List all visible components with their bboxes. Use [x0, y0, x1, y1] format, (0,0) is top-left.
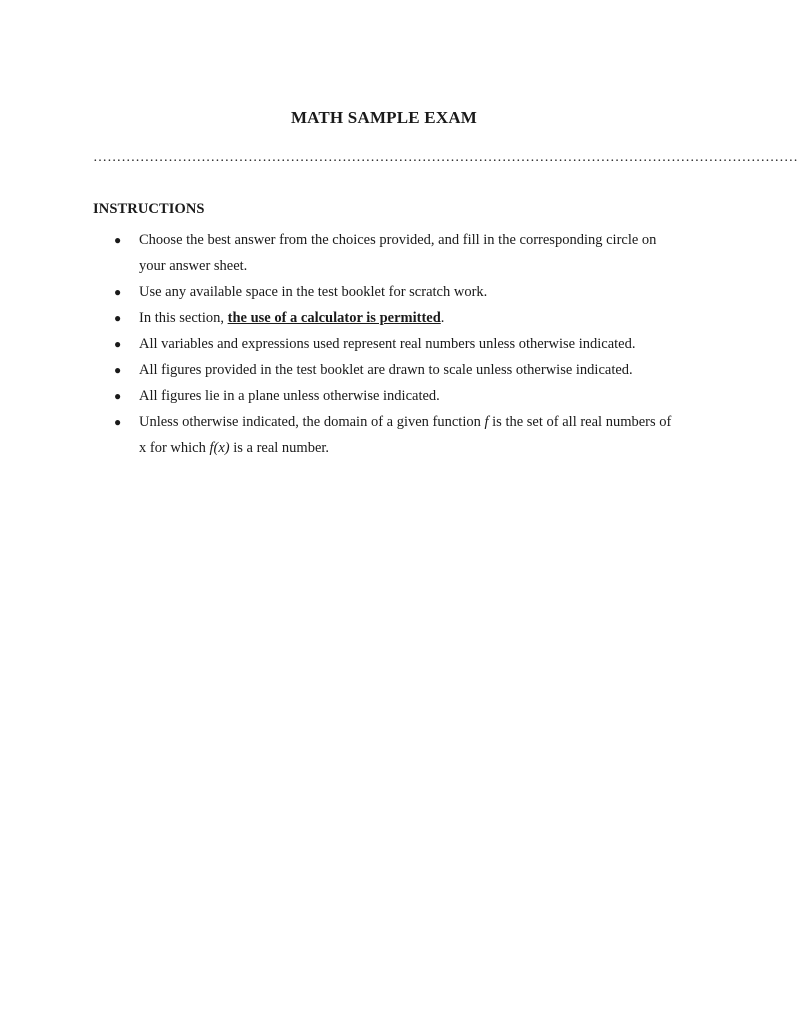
bullet-icon: ●: [114, 311, 122, 325]
list-item: [93, 357, 673, 383]
instruction-text: All variables and expressions used represent real numbers unless otherwise indicated.: [139, 336, 636, 352]
instruction-text-part1: Unless otherwise indicated, the domain of a given function: [139, 414, 485, 430]
list-item: [93, 409, 673, 461]
function-name-f: f: [484, 414, 489, 430]
calculator-permitted-emphasis: the use of a calculator is permitted: [227, 310, 441, 326]
bullet-icon: ●: [114, 363, 122, 377]
instruction-text-part2: is the set of all real numbers of x for which: [139, 414, 672, 456]
function-expression-fx: f(x): [209, 440, 230, 456]
list-item: [93, 331, 673, 357]
list-item: [93, 227, 673, 279]
instruction-text: Use any available space in the test booklet for scratch work.: [139, 284, 488, 300]
bullet-icon: ●: [114, 415, 122, 429]
instruction-text: All figures provided in the test booklet are drawn to scale unless otherwise indicated.: [139, 362, 633, 378]
instruction-text: All figures lie in a plane unless otherwise indicated.: [139, 388, 440, 404]
list-item: [93, 279, 673, 305]
bullet-icon: ●: [114, 285, 122, 299]
bullet-icon: ●: [114, 233, 122, 247]
instruction-text-pre: In this section,: [139, 310, 228, 326]
list-item: [93, 383, 673, 409]
dotted-divider: ……………………………………………………………………………………………………………………………………: [93, 150, 798, 165]
page-title: MATH SAMPLE EXAM: [290, 108, 478, 127]
list-item: [93, 305, 673, 331]
instructions-list: [93, 227, 673, 461]
section-heading: INSTRUCTIONS: [93, 201, 205, 217]
instruction-text-part3: is a real number.: [229, 440, 330, 456]
instruction-text-post: .: [440, 310, 445, 326]
bullet-icon: ●: [114, 337, 122, 351]
instruction-text: Choose the best answer from the choices provided, and fill in the corresponding circle on your answer sheet.: [139, 232, 657, 274]
bullet-icon: ●: [114, 389, 122, 403]
